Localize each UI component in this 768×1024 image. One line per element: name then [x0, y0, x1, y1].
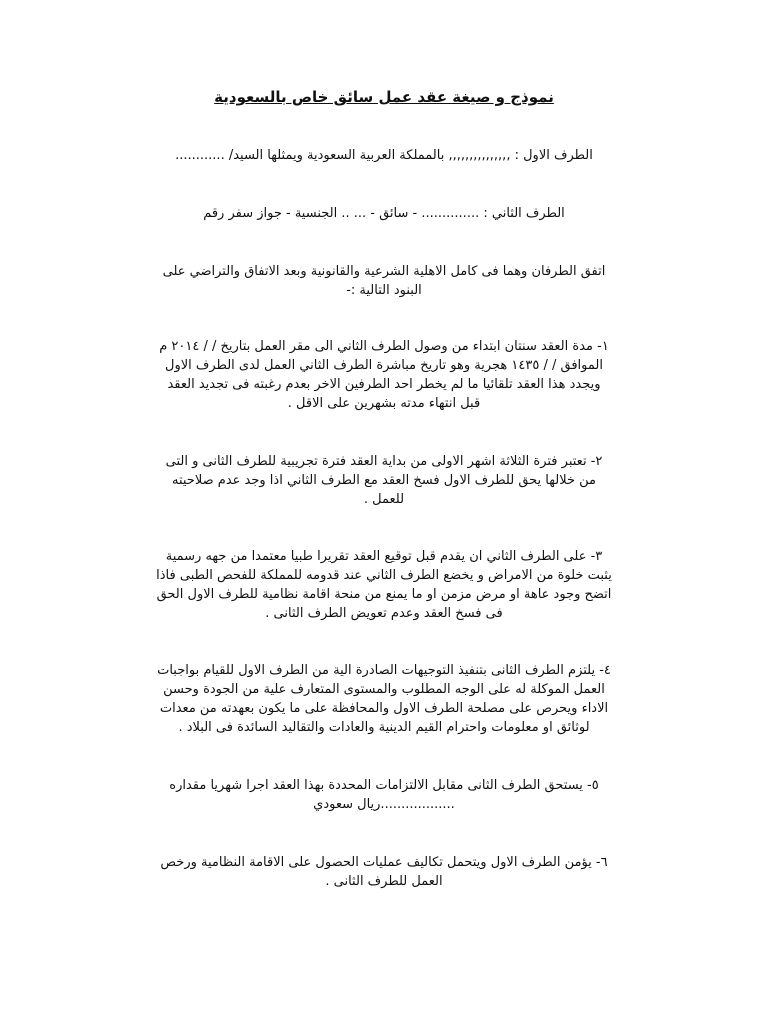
clause-line: العمل الموكلة له على الوجه المطلوب والمستوى المتعارف علية من الجودة وحسن	[163, 682, 605, 697]
clause-line: يثبت خلوة من الامراض و يخضع الطرف الثاني عند قدومه للمملكة للفحص الطبى فاذا	[156, 568, 612, 583]
clause-line: ..................ريال سعودي	[313, 797, 455, 812]
clause-line: ١- مدة العقد سنتان ابتداء من وصول الطرف الثاني الى مقر العمل بتاريخ / / ٢٠١٤ م	[159, 339, 609, 354]
clause-line: ٤- يلتزم الطرف الثانى بتنفيذ التوجيهات الصادرة الية من الطرف الاول للقيام بواجبات	[157, 663, 611, 678]
second-party-line	[118, 204, 650, 223]
clause-line: فى فسخ العقد وعدم تعويض الطرف الثانى .	[265, 606, 503, 621]
clause-line: من خلالها يحق للطرف الاول فسخ العقد مع الطرف الثاني اذا وجد عدم صلاحيته	[171, 473, 597, 488]
clause-6	[118, 853, 650, 891]
clause-2	[118, 452, 650, 509]
clause-line: لوثائق او معلومات واحترام القيم الدينية والعادات والتقاليد السائدة فى البلاد .	[178, 720, 590, 735]
clause-line: ٣- على الطرف الثاني ان يقدم قبل توقيع العقد تقريرا طبيا معتمدا من جهه رسمية	[165, 549, 603, 564]
intro-line: البنود التالية :-	[346, 283, 422, 298]
clause-line: ٢- تعتبر فترة الثلاثة اشهر الاولى من بداية العقد فترة تجريبية للطرف الثانى و التى	[165, 454, 603, 469]
clause-4	[118, 661, 650, 737]
intro-paragraph	[118, 262, 650, 300]
first-party-line	[118, 146, 650, 165]
clause-5	[118, 776, 650, 814]
clause-3	[118, 547, 650, 623]
clause-line: ٥- يستحق الطرف الثانى مقابل الالتزامات المحددة بهذا العقد اجرا شهريا مقداره	[169, 778, 599, 793]
clause-line: ٦- يؤمن الطرف الاول ويتحمل تكاليف عمليات الحصول على الاقامة النظامية ورخص	[160, 855, 608, 870]
clause-line: للعمل .	[363, 492, 405, 507]
clause-line: العمل للطرف الثانى .	[325, 874, 443, 889]
clause-line: ويجدد هذا العقد تلقائيا ما لم يخطر احد الطرفين الاخر بعدم رغبته فى تجديد العقد	[167, 377, 601, 392]
document-title: نموذج و صيغة عقد عمل سائق خاص بالسعودية	[214, 88, 554, 106]
intro-line: اتفق الطرفان وهما فى كامل الاهلية الشرعية والقانونية وبعد الاتفاق والتراضي على	[162, 264, 606, 279]
clause-line: قبل انتهاء مدته بشهرين على الاقل .	[287, 396, 481, 411]
first-party-text: الطرف الاول : ,,,,,,,,,,,,,,, بالمملكة العربية السعودية ويمثلها السيد/ ............	[175, 148, 593, 163]
clause-1	[118, 337, 650, 413]
clause-line: اتضح وجود عاهة او مرض مزمن او ما يمنع من منحة اقامة نظامية للطرف الاول الحق	[156, 587, 612, 602]
clause-line: الاداء ويحرص على مصلحة الطرف الاول والمحافظة على ما يكون بعهدته من معدات	[159, 701, 609, 716]
clause-line: الموافق / / ١٤٣٥ هجرية وهو تاريخ مباشرة الطرف الثاني العمل لدى الطرف الاول	[165, 358, 603, 373]
second-party-text: الطرف الثاني : .............. - سائق - ... .. الجنسية - جواز سفر رقم	[203, 206, 565, 221]
